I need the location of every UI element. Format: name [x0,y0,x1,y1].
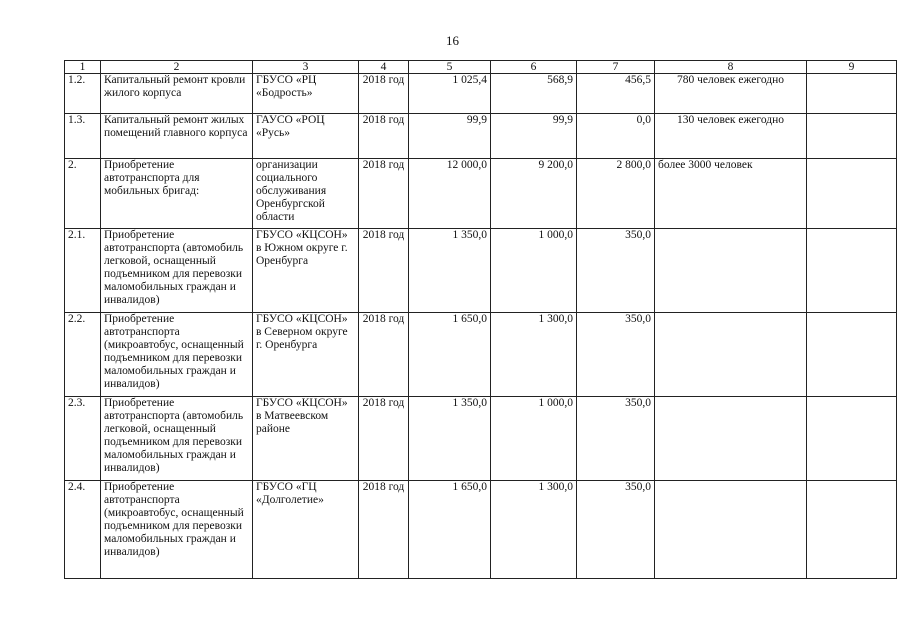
expected-result: более 3000 человек [655,159,807,229]
table-row [65,229,897,313]
note [807,397,897,481]
federal-amount: 568,9 [491,74,577,114]
column-header: 8 [655,61,807,74]
activity-name: Капитальный ремонт кровли жилого корпуса [101,74,253,114]
column-header: 1 [65,61,101,74]
expected-result: 780 человек ежегодно [655,74,807,114]
activity-name: Приобретение автотранспорта (микроавтобус, оснащенный подъемником для перевозки маломобильных граждан и инвалидов) [101,313,253,397]
note [807,74,897,114]
table-row [65,481,897,579]
organization: ГБУСО «ГЦ «Долголетие» [253,481,359,579]
regional-amount: 0,0 [577,114,655,159]
total-amount: 1 025,4 [409,74,491,114]
row-number: 1.3. [65,114,101,159]
total-amount: 12 000,0 [409,159,491,229]
total-amount: 1 650,0 [409,313,491,397]
total-amount: 1 350,0 [409,229,491,313]
total-amount: 1 350,0 [409,397,491,481]
regional-amount: 350,0 [577,481,655,579]
expected-result: 130 человек ежегодно [655,114,807,159]
year: 2018 год [359,159,409,229]
expected-result [655,229,807,313]
column-header: 9 [807,61,897,74]
year: 2018 год [359,114,409,159]
table-row [65,397,897,481]
year: 2018 год [359,229,409,313]
column-header: 7 [577,61,655,74]
year: 2018 год [359,481,409,579]
total-amount: 99,9 [409,114,491,159]
column-header: 2 [101,61,253,74]
row-number: 2.1. [65,229,101,313]
total-amount: 1 650,0 [409,481,491,579]
row-number: 2.2. [65,313,101,397]
program-table [64,60,897,579]
activity-name: Приобретение автотранспорта для мобильных бригад: [101,159,253,229]
activity-name: Приобретение автотранспорта (автомобиль легковой, оснащенный подъемником для перевозки маломобильных граждан и инвалидов) [101,229,253,313]
table-row [65,159,897,229]
note [807,229,897,313]
regional-amount: 350,0 [577,313,655,397]
note [807,481,897,579]
regional-amount: 2 800,0 [577,159,655,229]
note [807,114,897,159]
organization: ГАУСО «РОЦ «Русь» [253,114,359,159]
column-header: 6 [491,61,577,74]
row-number: 2.4. [65,481,101,579]
organization: ГБУСО «КЦСОН» в Матвеевском районе [253,397,359,481]
regional-amount: 350,0 [577,397,655,481]
expected-result [655,397,807,481]
activity-name: Приобретение автотранспорта (микроавтобус, оснащенный подъемником для перевозки маломобильных граждан и инвалидов) [101,481,253,579]
federal-amount: 99,9 [491,114,577,159]
note [807,159,897,229]
column-header: 4 [359,61,409,74]
organization: ГБУСО «РЦ «Бодрость» [253,74,359,114]
activity-name: Приобретение автотранспорта (автомобиль легковой, оснащенный подъемником для перевозки маломобильных граждан и инвалидов) [101,397,253,481]
table-row [65,114,897,159]
federal-amount: 1 300,0 [491,313,577,397]
federal-amount: 1 000,0 [491,397,577,481]
note [807,313,897,397]
regional-amount: 456,5 [577,74,655,114]
activity-name: Капитальный ремонт жилых помещений главного корпуса [101,114,253,159]
federal-amount: 9 200,0 [491,159,577,229]
organization: организации социального обслуживания Оренбургской области [253,159,359,229]
column-header: 5 [409,61,491,74]
year: 2018 год [359,74,409,114]
year: 2018 год [359,397,409,481]
row-number: 2. [65,159,101,229]
row-number: 2.3. [65,397,101,481]
column-header: 3 [253,61,359,74]
row-number: 1.2. [65,74,101,114]
organization: ГБУСО «КЦСОН» в Южном округе г. Оренбурга [253,229,359,313]
regional-amount: 350,0 [577,229,655,313]
table-row [65,313,897,397]
federal-amount: 1 000,0 [491,229,577,313]
expected-result [655,481,807,579]
page-number: 16 [446,33,459,48]
column-number-row [65,61,897,74]
expected-result [655,313,807,397]
table-row [65,74,897,114]
year: 2018 год [359,313,409,397]
federal-amount: 1 300,0 [491,481,577,579]
organization: ГБУСО «КЦСОН» в Северном округе г. Оренбурга [253,313,359,397]
